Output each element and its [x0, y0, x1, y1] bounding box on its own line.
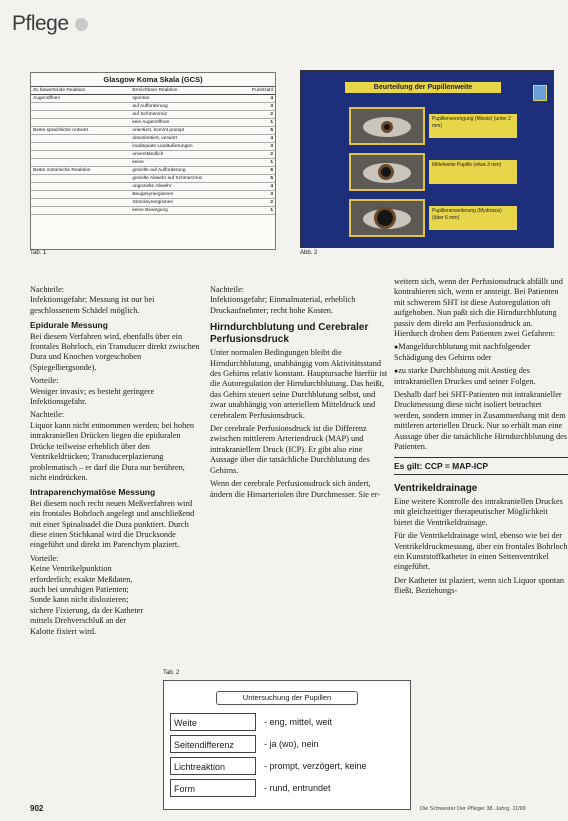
- gcs-row: [31, 143, 275, 151]
- logo-icon: [533, 85, 547, 101]
- gcs-row: [31, 151, 275, 159]
- ptab-row: [170, 757, 404, 775]
- ptab-caption: Tab. 2: [163, 670, 180, 676]
- gcs-row: [31, 95, 275, 103]
- text-column-2: [210, 285, 390, 503]
- gcs-response: keine Bewegung: [130, 207, 250, 215]
- ptab-row: [170, 779, 404, 797]
- paragraph: Für die Ventrikeldrainage wird, ebenso wie bei der Ventrikeldruckmessung, über ein frontales Bohrloch ein Kunststoffkatheter in einen Seitenventrikel eingeführt.: [394, 531, 568, 572]
- gcs-points: 4: [250, 95, 275, 103]
- eye-image: [349, 199, 425, 237]
- eye-label: Mittelweite Pupille (etwa 3 mm): [429, 160, 517, 184]
- gcs-category: [31, 207, 130, 215]
- paragraph: Bei diesem Verfahren wird, ebenfalls über ein frontales Bohrloch, ein Transducer direkt zwischen Dura und Knochen vorgeschoben (Spiegelbergsonde).: [30, 331, 200, 372]
- ptab-key: Seitendifferenz: [170, 735, 256, 753]
- ptab-value: - rund, entrundet: [264, 783, 331, 793]
- gcs-points: 3: [250, 143, 275, 151]
- header-dot-icon: [75, 18, 88, 31]
- gcs-category: [31, 199, 130, 207]
- gcs-row: [31, 199, 275, 207]
- gcs-points: 1: [250, 119, 275, 127]
- eye-image: [349, 153, 425, 191]
- paragraph: Wenn der cerebrale Perfusionsdruck sich ändert, ändern die Hirnarteriolen ihre Durchmesser. Sie er-: [210, 479, 381, 499]
- gcs-category: [31, 175, 130, 183]
- gcs-row: [31, 119, 275, 127]
- gcs-row: [31, 183, 275, 191]
- gcs-response: keine: [130, 159, 250, 167]
- gcs-row: [31, 167, 275, 175]
- ptab-title: Untersuchung der Pupillen: [216, 691, 358, 705]
- gcs-points: 4: [250, 135, 275, 143]
- ptab-row: [170, 735, 404, 753]
- gcs-response: gezielte Abwehr auf Schmerzreiz: [130, 175, 250, 183]
- paragraph: Unter normalen Bedingungen bleibt die Hirndurchblutung, unabhängig vom Aktivitätsstand des Gehirns relativ konstant. Hauptursache hierfür ist die Autoregulation der Hirndurchblutung. Das heißt, das Gehirn steuert seine Durchblutung selbst, und zwar unabhängig von arteriellem Mitteldruck und cerebralem Perfusionsdruck.: [210, 348, 388, 420]
- gcs-response: ungezielte Abwehr: [130, 183, 250, 191]
- gcs-category: [31, 191, 130, 199]
- gcs-points: 6: [250, 167, 275, 175]
- gcs-points: 1: [250, 159, 275, 167]
- text-column-3: [394, 277, 568, 600]
- ptab-value: - ja (wo), nein: [264, 739, 319, 749]
- pupil-title: Beurteilung der Pupillenweite: [345, 82, 501, 93]
- paragraph: Vorteile: Weniger invasiv; es besteht geringere Infektionsgefahr.: [30, 376, 155, 407]
- paragraph: Bei diesem noch recht neuen Meßverfahren wird ein frontales Bohrloch angelegt und anschließend mit einer Spinalnadel die Dura punktiert. Durch diese einen Stichkanal wird die Drucksonde eingeführt und direkt im Parenchym plaziert.: [30, 498, 195, 550]
- ptab-key: Lichtreaktion: [170, 757, 256, 775]
- gcs-category: [31, 135, 130, 143]
- gcs-category: Augenöffnen: [31, 95, 130, 103]
- pupil-exam-table: [163, 680, 411, 810]
- ptab-key: Weite: [170, 713, 256, 731]
- gcs-category: Beste motorische Reaktion: [31, 167, 130, 175]
- gcs-category: [31, 183, 130, 191]
- gcs-row: [31, 103, 275, 111]
- eye-row-mydriasis: [349, 199, 521, 237]
- gcs-points: 3: [250, 103, 275, 111]
- gcs-response: auf Schmerzreiz: [130, 111, 250, 119]
- pupil-caption: Abb. 2: [300, 250, 318, 256]
- gcs-caption: Tab. 1: [30, 250, 47, 256]
- paragraph: Nachteile: Infektionsgefahr; Messung ist nur bei geschlossenem Schädel möglich.: [30, 285, 155, 315]
- gcs-category: [31, 151, 130, 159]
- paragraph: Nachteile: Infektionsgefahr; Einmalmaterial, erheblich Druckaufnehmer; recht hohe Kosten.: [210, 285, 356, 315]
- subheading: Intraparenchymatöse Messung: [30, 487, 156, 498]
- gcs-category: [31, 103, 130, 111]
- gcs-response: inadäquate Lautäußerungen: [130, 143, 250, 151]
- gcs-response: desorientiert, verwirrt: [130, 135, 250, 143]
- journal-footer: Die Schwester Der Pfleger 38. Jahrg. 11/99: [420, 806, 526, 812]
- gcs-points: 5: [250, 127, 275, 135]
- eye-row-miosis: [349, 107, 521, 145]
- gcs-response: unverständlich: [130, 151, 250, 159]
- paragraph: Eine weitere Kontrolle des intrakraniellen Druckes mit gleichzeitiger therapeutischer Möglichkeit bietet die Ventrikeldrainage.: [394, 496, 563, 527]
- paragraph: Vorteile: Keine Ventrikelpunktion erforderlich; exakte Meßdaten, auch bei unruhigen Patienten; Sonde kann nicht dislozieren; sichere Fixierung, da der Katheter mittels Drehverschluß an der Kalotte fixiert wird.: [30, 553, 144, 636]
- gcs-points: 4: [250, 183, 275, 191]
- bullet-item: ● zu starke Durchblutung mit Anstieg des intrakraniellen Druckes und seiner Folgen.: [394, 366, 568, 387]
- gcs-row: [31, 207, 275, 215]
- gcs-row: [31, 191, 275, 199]
- section-heading: Hirndurchblutung und Cerebraler Perfusionsdruck: [210, 322, 369, 346]
- paragraph: Nachteile: Liquor kann nicht entnommen werden; bei hohen intrakraniellen Drücken liegen die epiduralen Drücke teilweise erheblich über den Ventrikeldrücken; Transducerplazierung problematisch – er darf die Dura nur berühren, nicht eindrücken.: [30, 410, 195, 482]
- section-heading: Ventrikeldrainage: [394, 482, 478, 494]
- gcs-points: 2: [250, 151, 275, 159]
- gcs-points: 5: [250, 175, 275, 183]
- gcs-response: Beugesynergismen: [130, 191, 250, 199]
- gcs-row: [31, 111, 275, 119]
- eye-row-medium: [349, 153, 521, 191]
- gcs-response: kein Augenöffnen: [130, 119, 250, 127]
- paragraph: weitern sich, wenn der Perfusionsdruck abfällt und kontrahieren sich, wenn er ansteigt. Bei Patienten mit schwerem SHT ist diese Autoregulation oft aufgehoben. Nun paßt sich die Hirndurchblutung passiv dem direkt am Perfusionsdruck an. Hierdurch drohen dem Patienten zwei Gefahren:: [394, 277, 563, 339]
- eye-label: Pupillenerweiterung (Mydriasis) (über 6 mm): [429, 206, 517, 230]
- gcs-points: 1: [250, 207, 275, 215]
- paragraph: Deshalb darf bei SHT-Patienten mit intrakranieller Druckmessung diese nicht isoliert betrachtet werden, sondern immer in Zusammenhang mit dem mittleren arteriellen Druck. Nur so erhält man eine Aussage über die tatsächliche Hirndurchblutung des Patienten.: [394, 390, 568, 452]
- gcs-row: [31, 175, 275, 183]
- gcs-row: [31, 135, 275, 143]
- gcs-category: Beste sprachliche Antwort: [31, 127, 130, 135]
- page-number: 902: [30, 804, 44, 813]
- paragraph: Der cerebrale Perfusionsdruck ist die Differenz zwischen mittlerem Arteriendruck (MAP) und intrakraniellem Druck (ICP). Er gibt also eine Aussage über die tatsächliche Durchblutung des Gehirns.: [210, 424, 370, 475]
- gcs-grid: [31, 87, 275, 215]
- gcs-response: gezielte auf Aufforderung: [130, 167, 250, 175]
- gcs-category: [31, 159, 130, 167]
- gcs-points: 3: [250, 191, 275, 199]
- pupil-figure: [300, 70, 554, 248]
- ptab-row: [170, 713, 404, 731]
- gcs-row: [31, 159, 275, 167]
- gcs-category: [31, 119, 130, 127]
- gcs-table: [30, 72, 276, 250]
- eye-label: Pupillenverengung (Miosis) (unter 2 mm): [429, 114, 517, 138]
- text-column-1: [30, 285, 200, 640]
- gcs-points: 2: [250, 199, 275, 207]
- ptab-value: - eng, mittel, weit: [264, 717, 333, 727]
- section-title: Pflege: [12, 12, 69, 35]
- page-header: [12, 12, 88, 36]
- gcs-header: Punktzahl: [251, 88, 273, 93]
- gcs-response: auf Aufforderung: [130, 103, 250, 111]
- bullet-item: ● Mangeldurchblutung mit nachfolgender Schädigung des Gehirns oder: [394, 342, 568, 363]
- gcs-response: orientiert, kommt prompt: [130, 127, 250, 135]
- paragraph: Der Katheter ist plaziert, wenn sich Liquor spontan fließt. Beziehungs-: [394, 575, 565, 596]
- gcs-row: [31, 127, 275, 135]
- formula-box: Es gilt: CCP = MAP-ICP: [394, 457, 568, 475]
- gcs-category: [31, 111, 130, 119]
- gcs-points: 2: [250, 111, 275, 119]
- gcs-header: Erreichbare Reaktion: [130, 87, 250, 95]
- eye-image: [349, 107, 425, 145]
- ptab-key: Form: [170, 779, 256, 797]
- subheading: Epidurale Messung: [30, 320, 108, 331]
- gcs-response: Strecksynergismen: [130, 199, 250, 207]
- gcs-title: Glasgow Koma Skala (GCS): [31, 73, 275, 87]
- gcs-category: [31, 143, 130, 151]
- gcs-response: spontan: [130, 95, 250, 103]
- ptab-value: - prompt, verzögert, keine: [264, 761, 367, 771]
- gcs-header: Zu bewertende Reaktion: [31, 87, 130, 95]
